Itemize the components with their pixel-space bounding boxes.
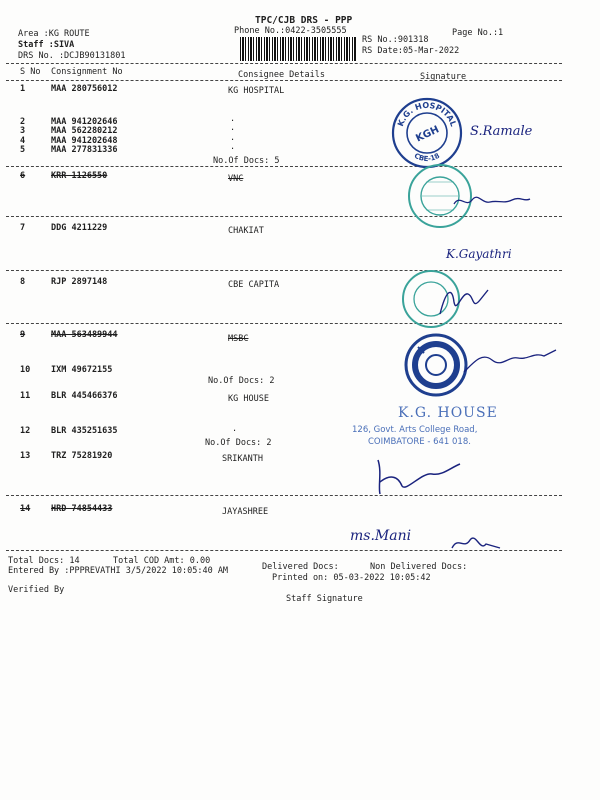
delivered-docs: Delivered Docs: [262, 562, 339, 572]
kg-house-stamp-city: COIMBATORE - 641 018. [368, 437, 471, 447]
table-row-consignee: . [230, 133, 236, 143]
table-row-sno: 10 [20, 365, 31, 375]
barcode [240, 37, 356, 61]
rs-date: RS Date:05-Mar-2022 [362, 46, 460, 56]
table-row-consignment: KRR 1126550 [51, 171, 108, 181]
table-row-consignee: . [230, 114, 236, 124]
no-of-docs: No.Of Docs: 2 [205, 438, 272, 448]
signature-scribble [452, 190, 532, 212]
divider [6, 270, 562, 271]
drs-number: DRS No. :DCJB90131801 [18, 51, 126, 61]
table-row-consignment: IXM 49672155 [51, 365, 113, 375]
table-row-sno: 11 [20, 391, 31, 401]
printed-on: Printed on: 05-03-2022 10:05:42 [272, 573, 431, 583]
entered-by: Entered By :PPPREVATHI 3/5/2022 10:05:40 AM [8, 566, 229, 576]
divider [6, 323, 562, 324]
stamp-text: KGH [414, 124, 441, 145]
table-row-consignment: TRZ 75281920 [51, 451, 113, 461]
signature-scribble [372, 452, 464, 500]
table-row-consignment: BLR 435251635 [51, 426, 118, 436]
table-row-sno: 4 [20, 136, 26, 146]
total-docs: Total Docs: 14 [8, 556, 80, 566]
table-row-consignment: MAA 280756012 [51, 84, 118, 94]
table-row-consignee: JAYASHREE [222, 507, 269, 517]
table-row-sno: 5 [20, 145, 26, 155]
total-cod-amount: Total COD Amt: 0.00 [113, 556, 211, 566]
column-header-sno: S No [20, 67, 41, 77]
table-row-consignment: BLR 445466376 [51, 391, 118, 401]
svg-text:K.G. HOSPITAL [396, 101, 458, 128]
table-row-consignment: MAA 941202646 [51, 117, 118, 127]
phone-number: Phone No.:0422-3505555 [234, 26, 347, 36]
table-row-consignment: DDG 4211229 [51, 223, 108, 233]
divider [6, 166, 562, 167]
signature-scribble [462, 342, 558, 378]
table-row-sno: 12 [20, 426, 31, 436]
table-row-consignee: . [232, 424, 238, 434]
no-of-docs: No.Of Docs: 5 [213, 156, 280, 166]
stamp-text: CBE-18 [412, 151, 442, 164]
table-row-sno: 7 [20, 223, 26, 233]
table-row-consignee: KG HOSPITAL [228, 86, 285, 96]
handwritten-signature: ms.Mani [350, 528, 412, 544]
document-title: TPC/CJB DRS - PPP [255, 15, 353, 26]
column-header-consignment: Consignment No [51, 67, 123, 77]
table-row-sno: 8 [20, 277, 26, 287]
divider [6, 495, 562, 496]
table-row-consignment: MAA 562280212 [51, 126, 118, 136]
non-delivered-docs: Non Delivered Docs: [370, 562, 468, 572]
table-row-sno: 1 [20, 84, 26, 94]
kg-hospital-stamp [390, 96, 464, 170]
table-row-consignee: MSBC [228, 334, 249, 344]
table-row-consignee: . [230, 123, 236, 133]
table-row-sno: 6 [20, 171, 26, 181]
no-of-docs: No.Of Docs: 2 [208, 376, 275, 386]
table-row-sno: 14 [20, 504, 31, 514]
table-row-sno: 3 [20, 126, 26, 136]
kg-house-stamp-title: K.G. HOUSE [398, 405, 498, 421]
table-row-sno: 13 [20, 451, 31, 461]
signature-scribble [432, 280, 492, 320]
msbc-stamp [404, 333, 468, 397]
table-row-consignee: KG HOUSE [228, 394, 269, 404]
handwritten-signature: S.Ramale [470, 124, 533, 139]
signature-scribble [450, 530, 502, 554]
page-number: Page No.:1 [452, 28, 504, 38]
area: Area :KG ROUTE [18, 29, 90, 39]
column-header-signature: Signature [420, 72, 467, 82]
table-row-consignment: HRD 74854433 [51, 504, 113, 514]
divider [6, 80, 562, 81]
table-row-sno: 2 [20, 117, 26, 127]
handwritten-signature: K.Gayathri [446, 247, 512, 261]
table-row-consignment: MAA 563489944 [51, 330, 118, 340]
rs-number: RS No.:901318 [362, 35, 429, 45]
table-row-consignment: MAA 277831336 [51, 145, 118, 155]
staff-signature-label: Staff Signature [286, 594, 363, 604]
table-row-consignee: CHAKIAT [228, 226, 264, 236]
divider [6, 216, 562, 217]
stamp-text: K.G. HOSPITAL [396, 100, 458, 128]
table-row-consignee: SRIKANTH [222, 454, 263, 464]
table-row-consignee: . [230, 142, 236, 152]
table-row-consignment: MAA 941202648 [51, 136, 118, 146]
column-header-consignee: Consignee Details [238, 70, 325, 80]
divider [6, 63, 562, 64]
table-row-consignee: CBE CAPITA [228, 280, 280, 290]
table-row-consignment: RJP 2897148 [51, 277, 108, 287]
table-row-consignee: VNC [228, 174, 244, 184]
staff: Staff :SIVA [18, 40, 75, 50]
kg-house-stamp-address: 126, Govt. Arts College Road, [352, 425, 478, 435]
verified-by: Verified By [8, 585, 65, 595]
table-row-sno: 9 [20, 330, 26, 340]
